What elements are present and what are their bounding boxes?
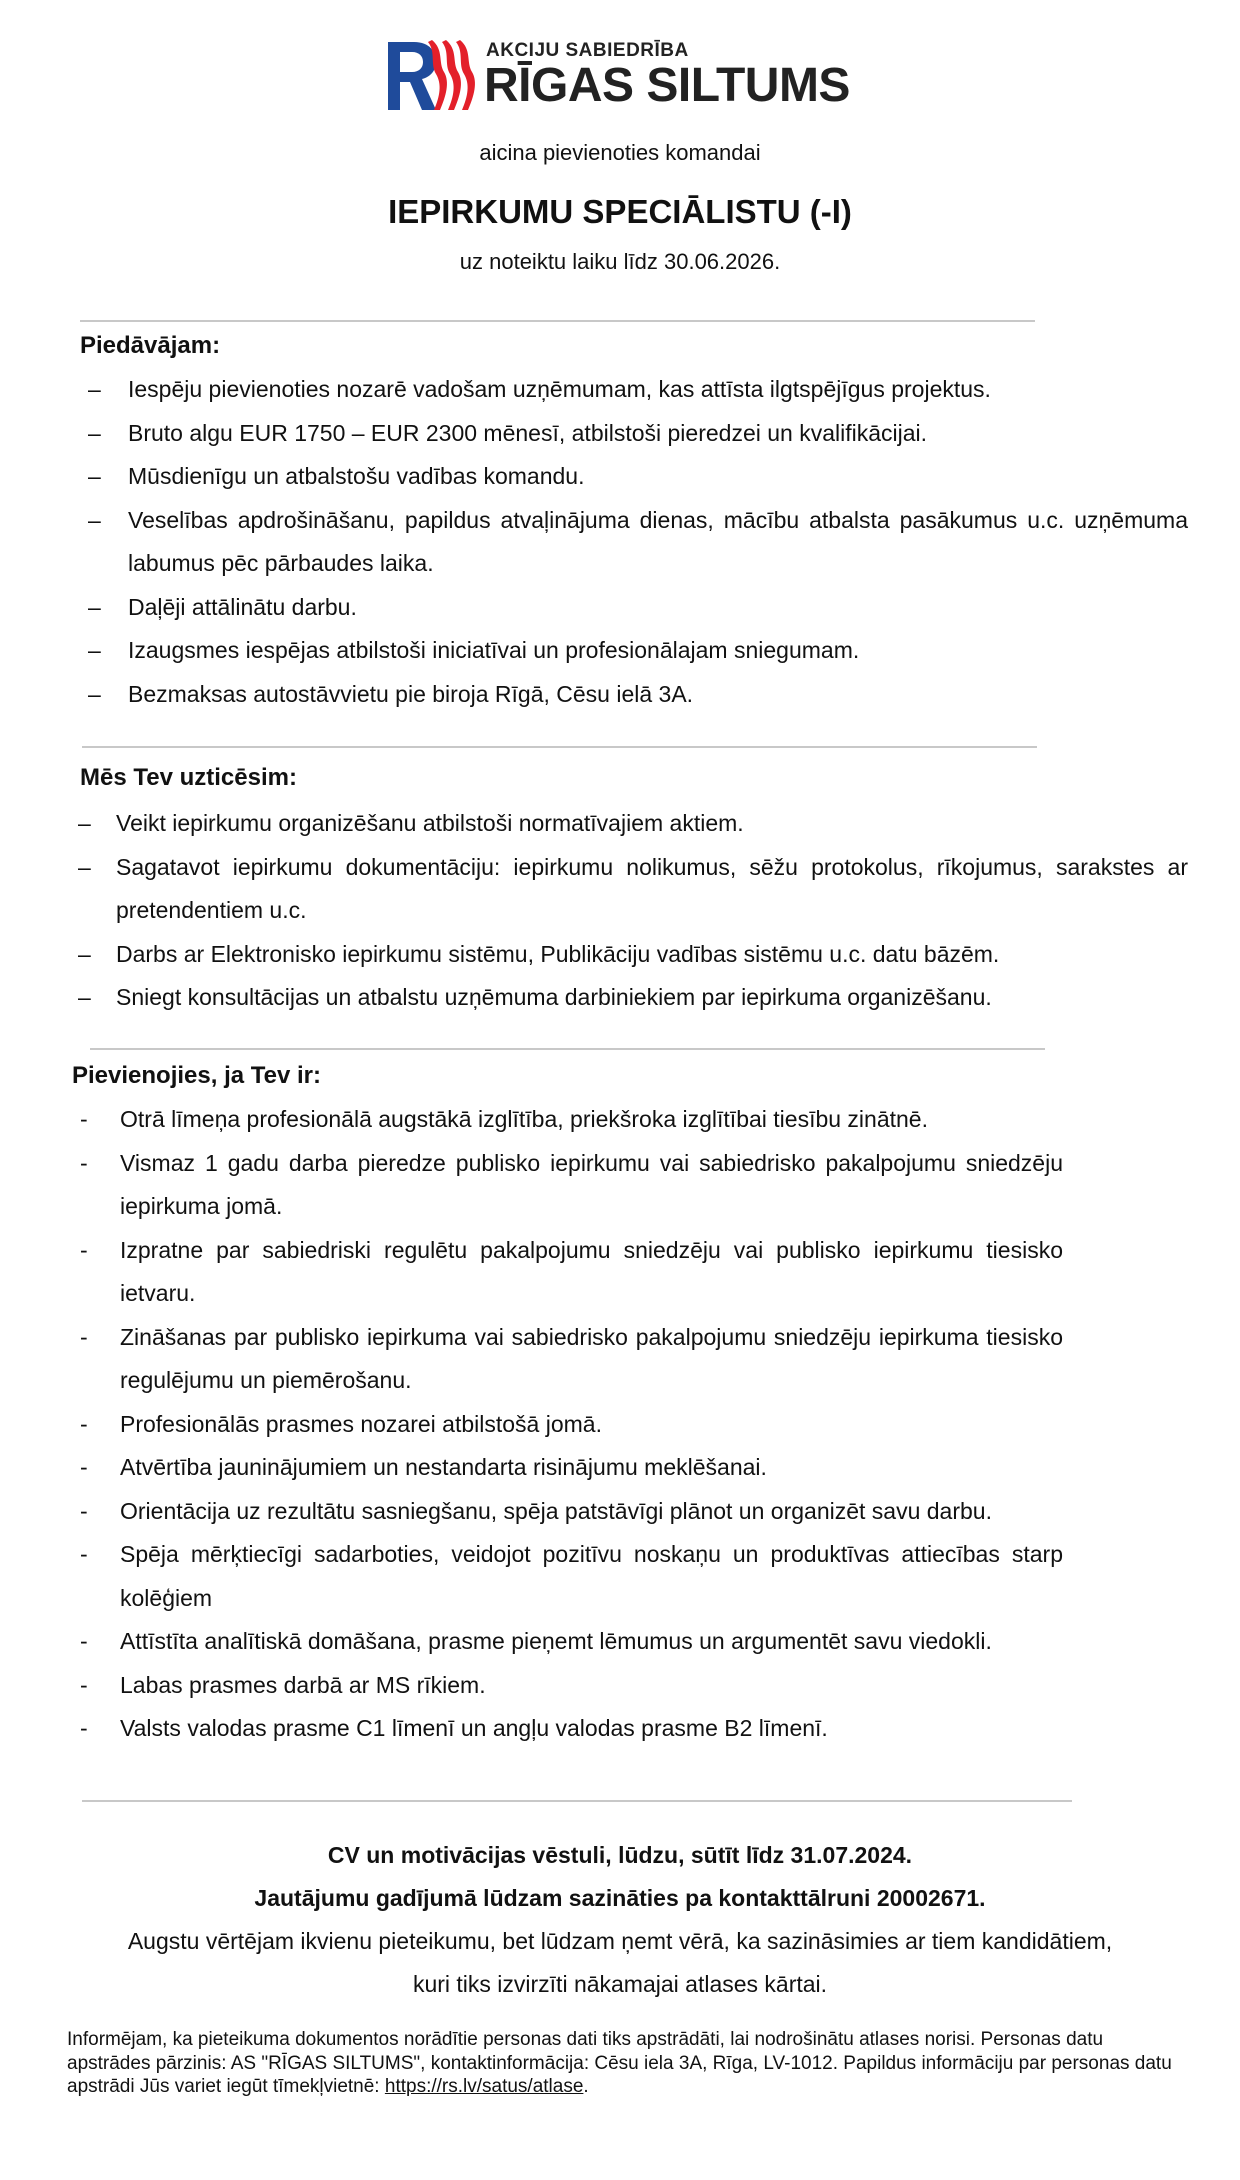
bullet-dash: - — [80, 1628, 88, 1654]
requirements-list — [80, 1098, 1063, 1751]
requirements-item — [80, 1142, 1063, 1229]
bullet-dash: – — [88, 419, 101, 446]
bullet-dash: - — [80, 1671, 88, 1698]
privacy-notice — [67, 2028, 1177, 2099]
offer-item-text: Veselības apdrošināšanu, papildus atvaļinājuma dienas, mācību atbalsta pasākumus u.c. uzņēmuma labumus pēc pārbaudes laika. — [128, 506, 1188, 576]
requirements-item-text: Attīstīta analītiskā domāšana, prasme pieņemt lēmumus un argumentēt savu viedokli. — [120, 1628, 992, 1654]
bullet-dash: – — [88, 637, 101, 663]
offer-item-text: Izaugsmes iespējas atbilstoši iniciatīvai un profesionālajam sniegumam. — [128, 637, 860, 663]
divider — [82, 1800, 1072, 1802]
requirements-item-text: Spēja mērķtiecīgi sadarboties, veidojot pozitīvu noskaņu un produktīvas attiecības starp kolēģiem — [120, 1541, 1063, 1611]
offer-list — [88, 368, 1188, 716]
duties-item — [78, 846, 1188, 933]
privacy-link[interactable]: https://rs.lv/satus/atlase — [384, 2076, 584, 2097]
offer-item — [88, 368, 1188, 412]
duties-list — [78, 802, 1188, 1020]
duties-item — [78, 976, 1188, 1020]
company-logo — [388, 38, 888, 116]
offer-item — [88, 455, 1188, 499]
duties-item-text: Veikt iepirkumu organizēšanu atbilstoši normatīvajiem aktiem. — [116, 810, 744, 836]
bullet-dash: – — [88, 506, 101, 533]
duties-heading: Mēs Tev uzticēsim: — [80, 764, 297, 791]
offer-item — [88, 412, 1188, 456]
company-type: AKCIJU SABIEDRĪBA — [486, 40, 689, 61]
divider — [90, 1048, 1045, 1050]
requirements-item-text: Zināšanas par publisko iepirkuma vai sabiedrisko pakalpojumu sniedzēju iepirkuma tiesisko regulējumu un piemērošanu. — [120, 1323, 1063, 1393]
requirements-item — [80, 1707, 1063, 1751]
bullet-dash: – — [88, 680, 101, 707]
offer-item-text: Bezmaksas autostāvvietu pie biroja Rīgā, Cēsu ielā 3A. — [128, 680, 694, 707]
privacy-text: Informējam, ka pieteikuma dokumentos norādītie personas dati tiks apstrādāti, lai nodrošinātu atlases norisi. Personas datu apstrādes pārzinis: AS "RĪGAS SILTUMS", kontaktinformācija: Cēsu iela 3A, Rīga, LV-1012. Papildus informāciju par personas datu apstrādi Jūs variet iegūt tīmekļvietnē: — [67, 2029, 1172, 2097]
duties-item-text: Sniegt konsultācijas un atbalstu uzņēmuma darbiniekiem par iepirkuma organizēšanu. — [116, 984, 992, 1010]
bullet-dash: – — [78, 810, 91, 836]
duties-item — [78, 802, 1188, 846]
bullet-dash: - — [80, 1541, 88, 1567]
divider — [82, 746, 1037, 748]
offer-item — [88, 673, 1188, 717]
offer-item-text: Iespēju pievienoties nozarē vadošam uzņēmumam, kas attīsta ilgtspējīgus projektus. — [128, 376, 991, 402]
apply-note: Augstu vērtējam ikvienu pieteikumu, bet lūdzam ņemt vērā, ka sazināsimies ar tiem kandidātiem, kuri tiks izvirzīti nākamajai atlases kārtai. — [127, 1928, 1113, 1997]
offer-item-text: Daļēji attālinātu darbu. — [128, 593, 357, 620]
bullet-dash: - — [80, 1149, 88, 1176]
requirements-heading: Pievienojies, ja Tev ir: — [72, 1062, 321, 1089]
requirements-item-text: Labas prasmes darbā ar MS rīkiem. — [120, 1671, 486, 1698]
divider — [80, 320, 1035, 322]
employment-period: uz noteiktu laiku līdz 30.06.2026. — [459, 249, 781, 274]
position-title: IEPIRKUMU SPECIĀLISTU (-I) — [388, 193, 852, 230]
requirements-item-text: Izpratne par sabiedriski regulētu pakalpojumu sniedzēju vai publisko iepirkumu tiesisko ietvaru. — [120, 1236, 1063, 1306]
requirements-item-text: Profesionālās prasmes nozarei atbilstošā jomā. — [120, 1410, 602, 1437]
requirements-item — [80, 1490, 1063, 1534]
duties-item — [78, 933, 1188, 977]
apply-block — [120, 1834, 1120, 2006]
offer-heading: Piedāvājam: — [80, 332, 221, 359]
requirements-item — [80, 1620, 1063, 1664]
requirements-item — [80, 1316, 1063, 1403]
offer-item — [88, 629, 1188, 673]
bullet-dash: - — [80, 1323, 88, 1350]
privacy-end: . — [583, 2076, 589, 2097]
bullet-dash: - — [80, 1454, 88, 1480]
apply-contact: Jautājumu gadījumā lūdzam sazināties pa kontakttālruni 20002671. — [254, 1885, 986, 1911]
requirements-item — [80, 1533, 1063, 1620]
rs-logo-mark — [388, 38, 484, 116]
invite-text: aicina pievienoties komandai — [479, 140, 761, 165]
requirements-item-text: Otrā līmeņa profesionālā augstākā izglītība, priekšroka izglītībai tiesību zinātnē. — [120, 1106, 928, 1132]
requirements-item — [80, 1229, 1063, 1316]
bullet-dash: - — [80, 1236, 88, 1263]
requirements-item-text: Atvērtība jauninājumiem un nestandarta risinājumu meklēšanai. — [120, 1454, 767, 1480]
requirements-item-text: Vismaz 1 gadu darba pieredze publisko iepirkumu vai sabiedrisko pakalpojumu sniedzēju iepirkuma jomā. — [120, 1149, 1063, 1219]
bullet-dash: - — [80, 1497, 88, 1524]
bullet-dash: – — [88, 376, 101, 402]
offer-item — [88, 499, 1188, 586]
requirements-item — [80, 1446, 1063, 1490]
bullet-dash: – — [78, 940, 91, 967]
requirements-item — [80, 1098, 1063, 1142]
requirements-item-text: Valsts valodas prasme C1 līmenī un angļu valodas prasme B2 līmenī. — [120, 1715, 828, 1741]
bullet-dash: – — [78, 984, 91, 1010]
bullet-dash: – — [78, 853, 91, 880]
offer-item-text: Mūsdienīgu un atbalstošu vadības komandu. — [128, 463, 585, 489]
company-name: RĪGAS SILTUMS — [484, 59, 850, 112]
requirements-item — [80, 1403, 1063, 1447]
bullet-dash: – — [88, 463, 101, 489]
bullet-dash: - — [80, 1106, 88, 1132]
apply-deadline: CV un motivācijas vēstuli, lūdzu, sūtīt līdz 31.07.2024. — [327, 1842, 913, 1868]
offer-item — [88, 586, 1188, 630]
duties-item-text: Sagatavot iepirkumu dokumentāciju: iepirkumu nolikumus, sēžu protokolus, rīkojumus, sarakstes ar pretendentiem u.c. — [116, 853, 1188, 923]
duties-item-text: Darbs ar Elektronisko iepirkumu sistēmu, Publikāciju vadības sistēmu u.c. datu bāzēm. — [116, 940, 1000, 967]
bullet-dash: - — [80, 1410, 88, 1437]
offer-item-text: Bruto algu EUR 1750 – EUR 2300 mēnesī, atbilstoši pieredzei un kvalifikācijai. — [128, 419, 928, 446]
bullet-dash: - — [80, 1715, 88, 1741]
requirements-item — [80, 1664, 1063, 1708]
bullet-dash: – — [88, 593, 101, 620]
requirements-item-text: Orientācija uz rezultātu sasniegšanu, spēja patstāvīgi plānot un organizēt savu darbu. — [120, 1497, 992, 1524]
